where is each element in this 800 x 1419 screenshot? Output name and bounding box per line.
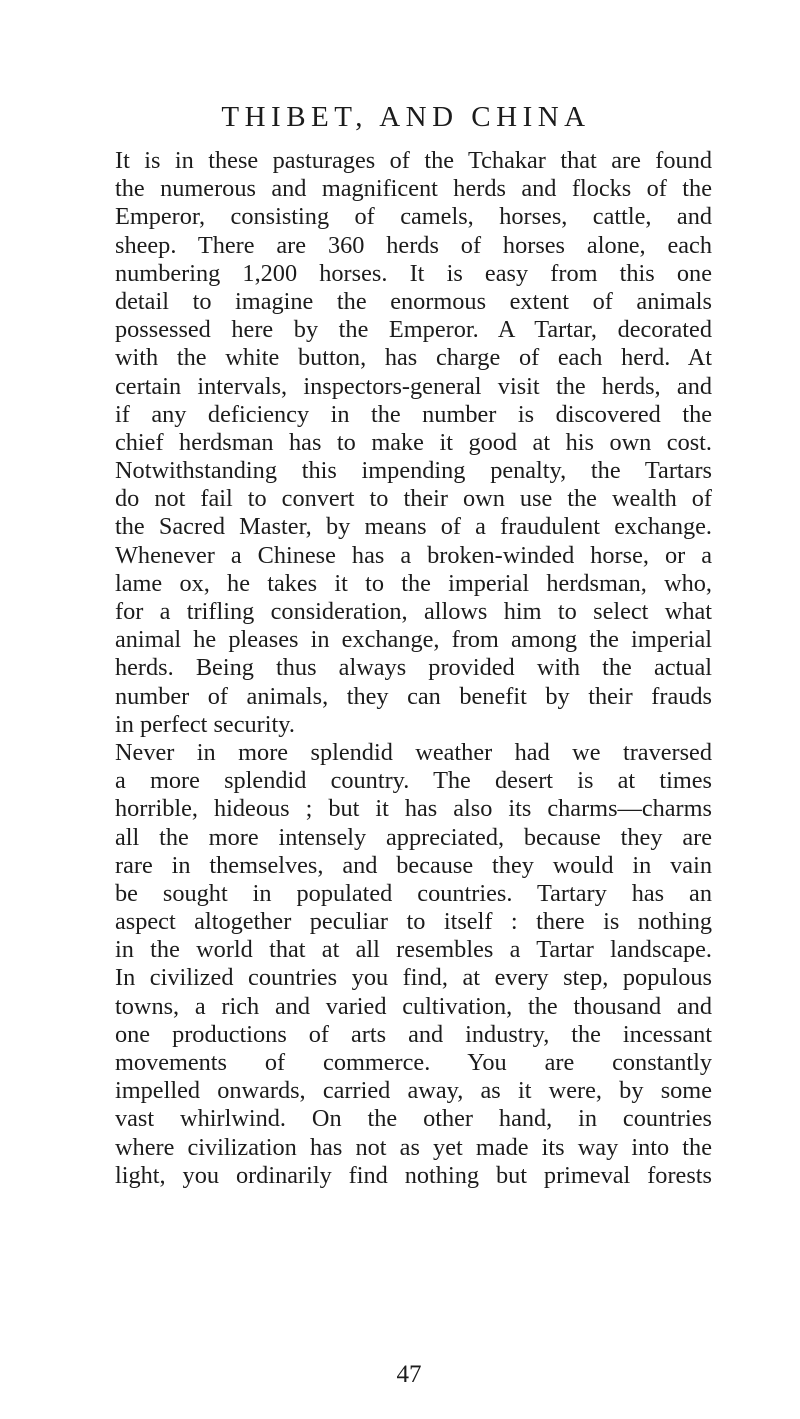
text-line: lame ox, he takes it to the imperial herdsman, who, xyxy=(115,569,712,597)
text-line: In civilized countries you find, at every step, populous xyxy=(115,964,712,992)
text-line: the numerous and magnificent herds and flocks of the xyxy=(115,175,712,203)
text-line: It is in these pasturages of the Tchakar that are found xyxy=(115,147,712,174)
text-line: the Sacred Master, by means of a fraudulent exchange. xyxy=(115,513,712,541)
text-line: if any deficiency in the number is discovered the xyxy=(115,400,712,428)
running-head: THIBET, AND CHINA xyxy=(221,101,591,133)
text-line: Emperor, consisting of camels, horses, cattle, and xyxy=(115,203,712,231)
text-line: vast whirlwind. On the other hand, in countries xyxy=(115,1105,712,1133)
text-line: rare in themselves, and because they would in vain xyxy=(115,851,712,879)
text-line: Whenever a Chinese has a broken-winded horse, or a xyxy=(115,541,712,569)
body-text xyxy=(115,147,712,1190)
text-line: herds. Being thus always provided with the actual xyxy=(115,654,712,682)
text-line: sheep. There are 360 herds of horses alone, each xyxy=(115,231,712,259)
text-line: Notwithstanding this impending penalty, the Tartars xyxy=(115,457,712,485)
text-line: movements of commerce. You are constantly xyxy=(115,1049,712,1076)
text-line: for a trifling consideration, allows him to select what xyxy=(115,598,712,625)
text-line: all the more intensely appreciated, because they are xyxy=(115,823,712,851)
text-line: numbering 1,200 horses. It is easy from this one xyxy=(115,259,712,287)
text-line: animal he pleases in exchange, from among the imperial xyxy=(115,626,712,654)
text-line: aspect altogether peculiar to itself : there is nothing xyxy=(115,908,712,936)
text-line: a more splendid country. The desert is at times xyxy=(115,767,712,795)
text-line: Never in more splendid weather had we traversed xyxy=(115,738,712,766)
text-line: do not fail to convert to their own use the wealth of xyxy=(115,485,712,513)
text-line: one productions of arts and industry, the incessant xyxy=(115,1020,712,1048)
text-line: number of animals, they can benefit by their frauds xyxy=(115,682,712,710)
text-line: light, you ordinarily find nothing but primeval forests xyxy=(115,1161,712,1189)
page-number: 47 xyxy=(396,1361,422,1388)
text-line: horrible, hideous ; but it has also its charms—charms xyxy=(115,795,712,823)
text-line: be sought in populated countries. Tartary has an xyxy=(115,879,712,907)
text-line: detail to imagine the enormous extent of animals xyxy=(115,287,712,315)
text-line: where civilization has not as yet made its way into the xyxy=(115,1133,712,1161)
text-line: chief herdsman has to make it good at his own cost. xyxy=(115,428,712,456)
text-line: impelled onwards, carried away, as it were, by some xyxy=(115,1077,712,1105)
text-line: possessed here by the Emperor. A Tartar, decorated xyxy=(115,316,712,344)
text-line: certain intervals, inspectors-general visit the herds, and xyxy=(115,372,712,400)
paragraph-end-line: in perfect security. xyxy=(115,710,295,738)
text-line: in the world that at all resembles a Tartar landscape. xyxy=(115,936,712,964)
text-line: with the white button, has charge of each herd. At xyxy=(115,344,712,372)
text-line: towns, a rich and varied cultivation, the thousand and xyxy=(115,992,712,1020)
